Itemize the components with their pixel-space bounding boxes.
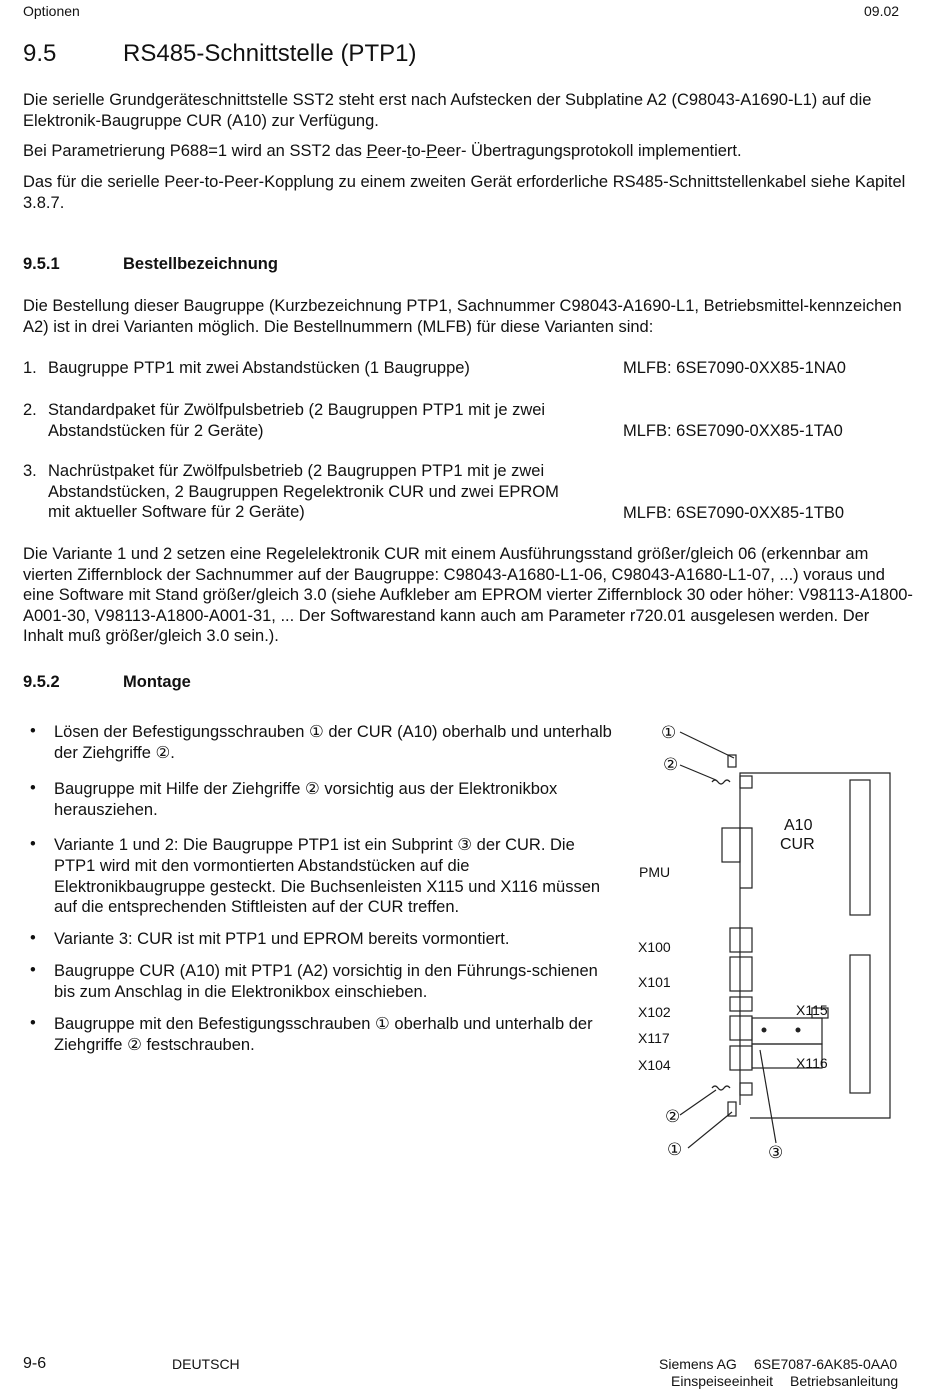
footer-language: DEUTSCH — [172, 1356, 240, 1372]
footer-order-number: 6SE7087-6AK85-0AA0 — [754, 1356, 898, 1372]
subsection-number-order: 9.5.1 — [23, 255, 60, 273]
variant-1-number: 1. — [23, 359, 37, 377]
bullet-marker: • — [30, 779, 36, 797]
cur-board-diagram — [620, 715, 920, 1175]
x115-label: X115 — [796, 1002, 828, 1018]
x101-label: X101 — [638, 974, 671, 990]
pmu-label: PMU — [639, 864, 671, 880]
x100-label: X100 — [638, 939, 671, 955]
mounting-step-6: Baugruppe mit den Befestigungsschrauben ① oberhalb und unterhalb der Ziehgriffe ② festschrauben. — [54, 1015, 593, 1054]
variant-2-number: 2. — [23, 401, 37, 419]
version-note: Die Variante 1 und 2 setzen eine Regelelektronik CUR mit einem Ausführungsstand größer/gleich 06 (erkennbar am vierten Ziffernblock der Sachnummer auf der Baugruppe: C98043-A1680-L1-06, C98043-A1680-L1-07, ...) voraus und eine Software mit Stand größer/gleich 3.0 (siehe Aufkleber am EPROM vierter Ziffernblock 30 oder höher: V98113-A1800-A001-30, V98113-A1800-A001-31, ... Der Softwarestand kann auch am Parameter r720.01 ausgelesen werden. Der Inhalt muß größer/gleich 3.0 sein.). — [23, 545, 913, 646]
bullet-marker: • — [30, 961, 36, 979]
bullet-marker: • — [30, 1014, 36, 1032]
bullet-marker: • — [30, 929, 36, 947]
variant-2-text: Standardpaket für Zwölfpulsbetrieb (2 Baugruppen PTP1 mit je zwei Abstandstücken für 2 Geräte) — [48, 401, 546, 440]
board-name-label: A10 — [784, 817, 813, 834]
x117-label: X117 — [638, 1030, 670, 1046]
mounting-step-5: Baugruppe CUR (A10) mit PTP1 (A2) vorsichtig in den Führungs-schienen bis zum Anschlag in die Elektronikbox einschieben. — [54, 962, 598, 1001]
mounting-step-1: Lösen der Befestigungsschrauben ① der CUR (A10) oberhalb und unterhalb der Ziehgriffe ②. — [54, 723, 612, 762]
callout-2-bottom: ② — [665, 1107, 681, 1126]
section-number: 9.5 — [23, 40, 57, 67]
intro-paragraph-1: Die serielle Grundgeräteschnittstelle SST2 steht erst nach Aufstecken der Subplatine A2 (C98043-A1690-L1) auf die Elektronik-Baugruppe CUR (A10) zur Verfügung. — [23, 91, 872, 130]
subsection-title-order: Bestellbezeichnung — [123, 255, 278, 273]
callout-2-top: ② — [663, 755, 679, 774]
footer-page-number: 9-6 — [23, 1355, 47, 1372]
subsection-number-mounting: 9.5.2 — [23, 673, 60, 691]
order-description: Die Bestellung dieser Baugruppe (Kurzbezeichnung PTP1, Sachnummer C98043-A1690-L1, Betriebsmittel-kennzeichen A2) ist in drei Varianten möglich. Die Bestellnummern (MLFB) für diese Varianten sind: — [23, 297, 902, 336]
variant-1-text: Baugruppe PTP1 mit zwei Abstandstücken (1 Baugruppe) — [48, 359, 470, 377]
x116-label: X116 — [796, 1055, 828, 1071]
footer-company: Siemens AG — [659, 1356, 737, 1372]
mounting-step-2: Baugruppe mit Hilfe der Ziehgriffe ② vorsichtig aus der Elektronikbox herausziehen. — [54, 780, 558, 819]
variant-1-mlfb: MLFB: 6SE7090-0XX85-1NA0 — [623, 359, 846, 377]
intro-paragraph-3: Das für die serielle Peer-to-Peer-Kopplung zu einem zweiten Gerät erforderliche RS485-Schnittstellenkabel siehe Kapitel 3.8.7. — [23, 173, 906, 212]
mounting-step-4: Variante 3: CUR ist mit PTP1 und EPROM bereits vormontiert. — [54, 930, 510, 948]
callout-3: ③ — [768, 1143, 784, 1162]
mounting-step-3: Variante 1 und 2: Die Baugruppe PTP1 ist ein Subprint ③ der CUR. Die PTP1 wird mit den vormontierten Abstandstücken auf die Elektronikbaugruppe gesteckt. Die Buchsenleisten X115 und X116 müssen auf die entsprechenden Stiftleisten auf der CUR treffen. — [54, 836, 601, 917]
x102-label: X102 — [638, 1004, 671, 1020]
board-type-label: CUR — [780, 836, 815, 853]
footer-doc-type: Betriebsanleitung — [790, 1373, 899, 1389]
section-title: RS485-Schnittstelle (PTP1) — [123, 40, 417, 67]
subsection-title-mounting: Montage — [123, 673, 191, 691]
intro-paragraph-2: Bei Parametrierung P688=1 wird an SST2 das Peer-to-Peer- Übertragungsprotokoll implementiert. — [23, 142, 742, 160]
x104-label: X104 — [638, 1057, 671, 1073]
header-date: 09.02 — [864, 3, 900, 19]
variant-2-mlfb: MLFB: 6SE7090-0XX85-1TA0 — [623, 422, 843, 440]
callout-1-top: ① — [661, 723, 677, 742]
header-chapter: Optionen — [23, 3, 80, 19]
bullet-marker: • — [30, 722, 36, 740]
variant-3-mlfb: MLFB: 6SE7090-0XX85-1TB0 — [623, 504, 845, 522]
variant-3-number: 3. — [23, 462, 37, 480]
bullet-marker: • — [30, 835, 36, 853]
footer-product: Einspeiseeinheit — [671, 1373, 773, 1389]
variant-3-text: Nachrüstpaket für Zwölfpulsbetrieb (2 Baugruppen PTP1 mit je zwei Abstandstücken, 2 Baugruppen Regelektronik CUR und zwei EPROM mit aktueller Software für 2 Geräte) — [48, 462, 559, 522]
callout-1-bottom: ① — [667, 1140, 683, 1159]
